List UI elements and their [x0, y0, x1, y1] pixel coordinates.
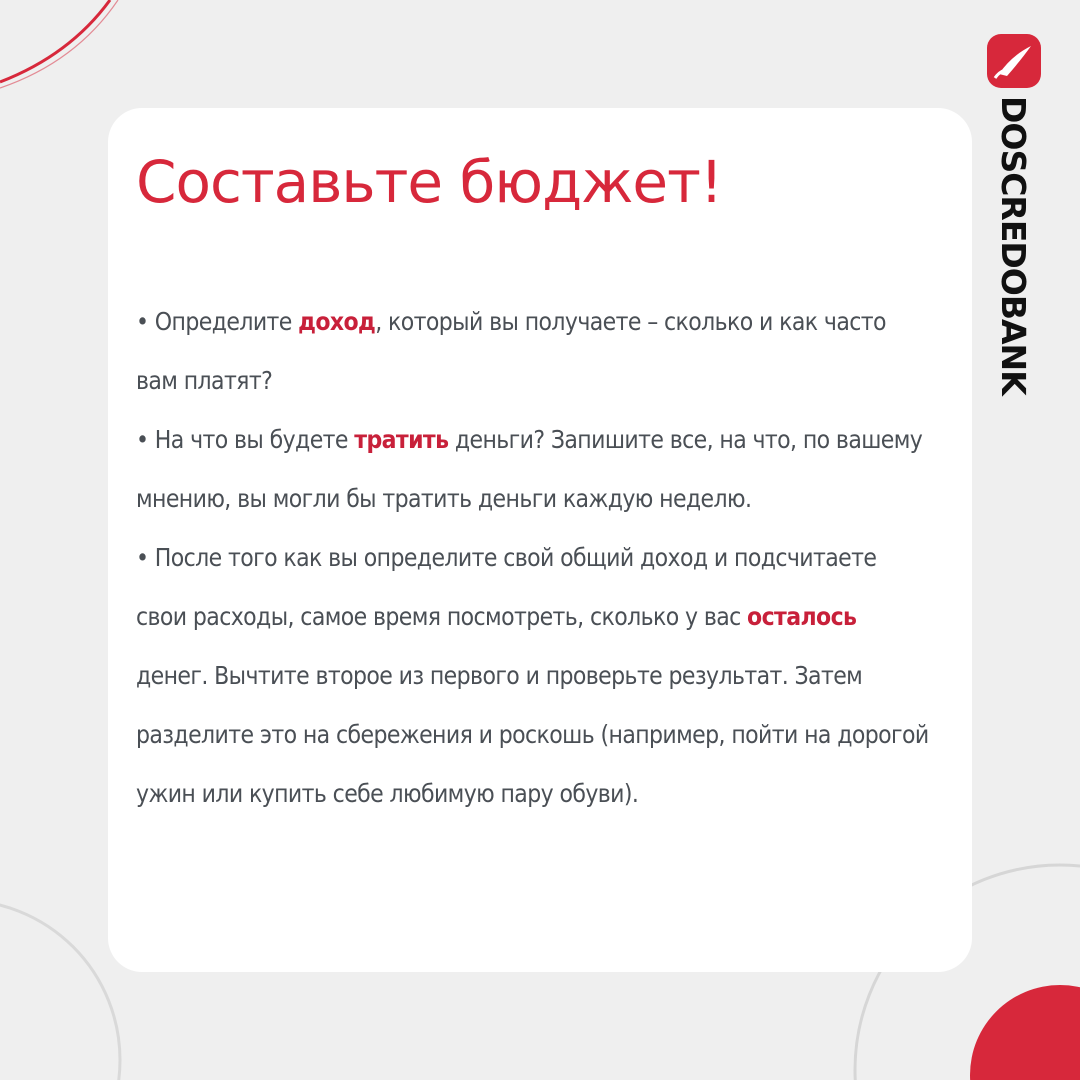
- bottom-right-red-disc: [970, 985, 1080, 1080]
- bullet-text: • После того как вы определите свой общий доход и подсчитаете свои расходы, самое время посмотреть, сколько у вас: [136, 543, 877, 631]
- highlight-word: тратить: [354, 425, 449, 454]
- swoosh-logo-icon: [987, 34, 1041, 88]
- bullet-text: денег. Вычтите второе из первого и проверьте результат. Затем разделите это на сбережения и роскошь (например, пойти на дорогой ужин или купить себе любимую пару обуви).: [136, 661, 929, 808]
- bullet-text: , который вы получаете – сколько и как часто вам платят?: [136, 307, 886, 395]
- card-body: [136, 292, 932, 823]
- bullet-text: деньги? Запишите все, на что, по вашему мнению, вы могли бы тратить деньги каждую неделю.: [136, 425, 923, 513]
- brand-name: DOSCREDOBANK: [994, 96, 1033, 395]
- top-left-arc: [0, 0, 110, 82]
- highlight-word: осталось: [747, 602, 857, 631]
- bullet-income: [136, 292, 932, 410]
- brand-logo: [987, 34, 1043, 395]
- bullet-spending: [136, 410, 932, 528]
- bullet-text: • Определите: [136, 307, 299, 336]
- info-card: [108, 108, 972, 972]
- bullet-remaining: [136, 528, 932, 823]
- highlight-word: доход: [298, 307, 376, 336]
- card-title: Составьте бюджет!: [136, 148, 723, 216]
- bottom-left-circle: [0, 900, 120, 1080]
- bullet-text: • На что вы будете: [136, 425, 355, 454]
